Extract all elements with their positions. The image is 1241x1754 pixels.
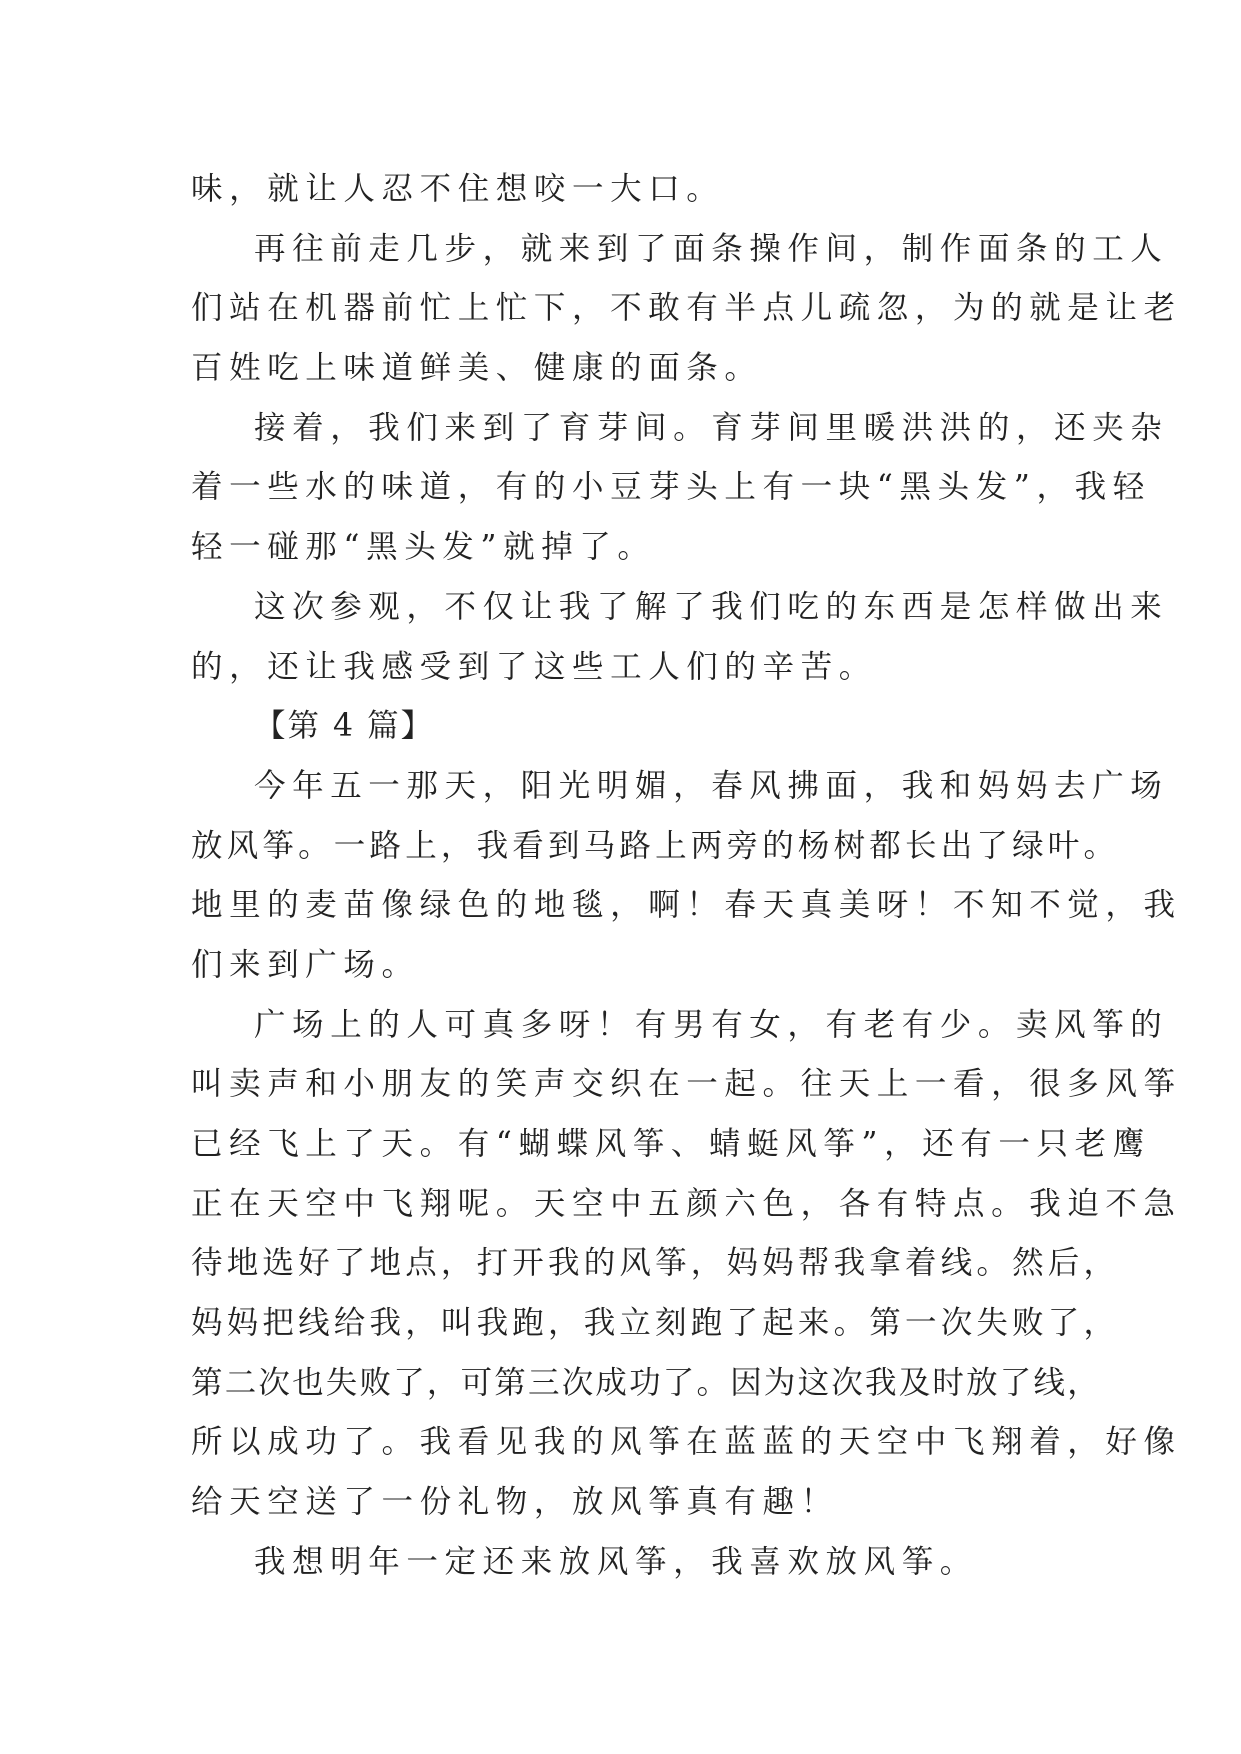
text-line: 的，还让我感受到了这些工人们的辛苦。: [191, 648, 877, 685]
text-line: 所以成功了。我看见我的风筝在蓝蓝的天空中飞翔着，好像: [191, 1424, 1182, 1461]
text-line: 百姓吃上味道鲜美、健康的面条。: [191, 350, 763, 387]
text-line: 接着，我们来到了育芽间。育芽间里暖洪洪的，还夹杂: [254, 409, 1169, 446]
text-line: 放风筝。一路上，我看到马路上两旁的杨树都长出了绿叶。: [191, 827, 1120, 864]
paragraph: [191, 578, 1169, 697]
paragraph: [191, 160, 1061, 220]
text-line: 们站在机器前忙上忙下，不敢有半点儿疏忽，为的就是让老: [191, 290, 1182, 327]
text-line: 已经飞上了天。有“蝴蝶风筝、蜻蜓风筝”，还有一只老鹰: [191, 1126, 1151, 1162]
text-line: 再往前走几步，就来到了面条操作间，制作面条的工人: [254, 230, 1169, 267]
text-line: 广场上的人可真多呀！有男有女，有老有少。卖风筝的: [254, 1006, 1169, 1043]
paragraph: [191, 399, 1169, 578]
paragraph: [191, 757, 1182, 996]
text-line: 给天空送了一份礼物，放风筝真有趣！: [191, 1484, 839, 1521]
section-heading-text: 【第 4 篇】: [254, 708, 435, 745]
text-line: 妈妈把线给我，叫我跑，我立刻跑了起来。第一次失败了，: [191, 1305, 1120, 1342]
text-line: 这次参观，不仅让我了解了我们吃的东西是怎样做出来: [254, 588, 1169, 625]
text-line: 地里的麦苗像绿色的地毯，啊！春天真美呀！不知不觉，我: [191, 887, 1182, 924]
paragraph: [191, 220, 1182, 399]
document-body: [191, 160, 1182, 1593]
text-line: 轻一碰那“黑头发”就掉了。: [191, 529, 656, 566]
paragraph: [191, 996, 1182, 1533]
text-line: 待地选好了地点，打开我的风筝，妈妈帮我拿着线。然后，: [191, 1245, 1120, 1282]
text-line: 第二次也失败了，可第三次成功了。因为这次我及时放了线，: [191, 1364, 1101, 1401]
section-heading: [191, 697, 1061, 757]
text-line: 正在天空中飞翔呢。天空中五颜六色，各有特点。我迫不急: [191, 1185, 1182, 1222]
text-line: 着一些水的味道，有的小豆芽头上有一块“黑头发”，我轻: [191, 469, 1151, 506]
text-line: 叫卖声和小朋友的笑声交织在一起。往天上一看，很多风筝: [191, 1066, 1182, 1103]
text-line: 今年五一那天，阳光明媚，春风拂面，我和妈妈去广场: [254, 767, 1169, 804]
text-line: 我想明年一定还来放风筝，我喜欢放风筝。: [254, 1543, 978, 1580]
text-line: 味，就让人忍不住想咬一大口。: [191, 171, 725, 207]
text-line: 们来到广场。: [191, 946, 420, 983]
paragraph: [191, 1533, 1061, 1593]
